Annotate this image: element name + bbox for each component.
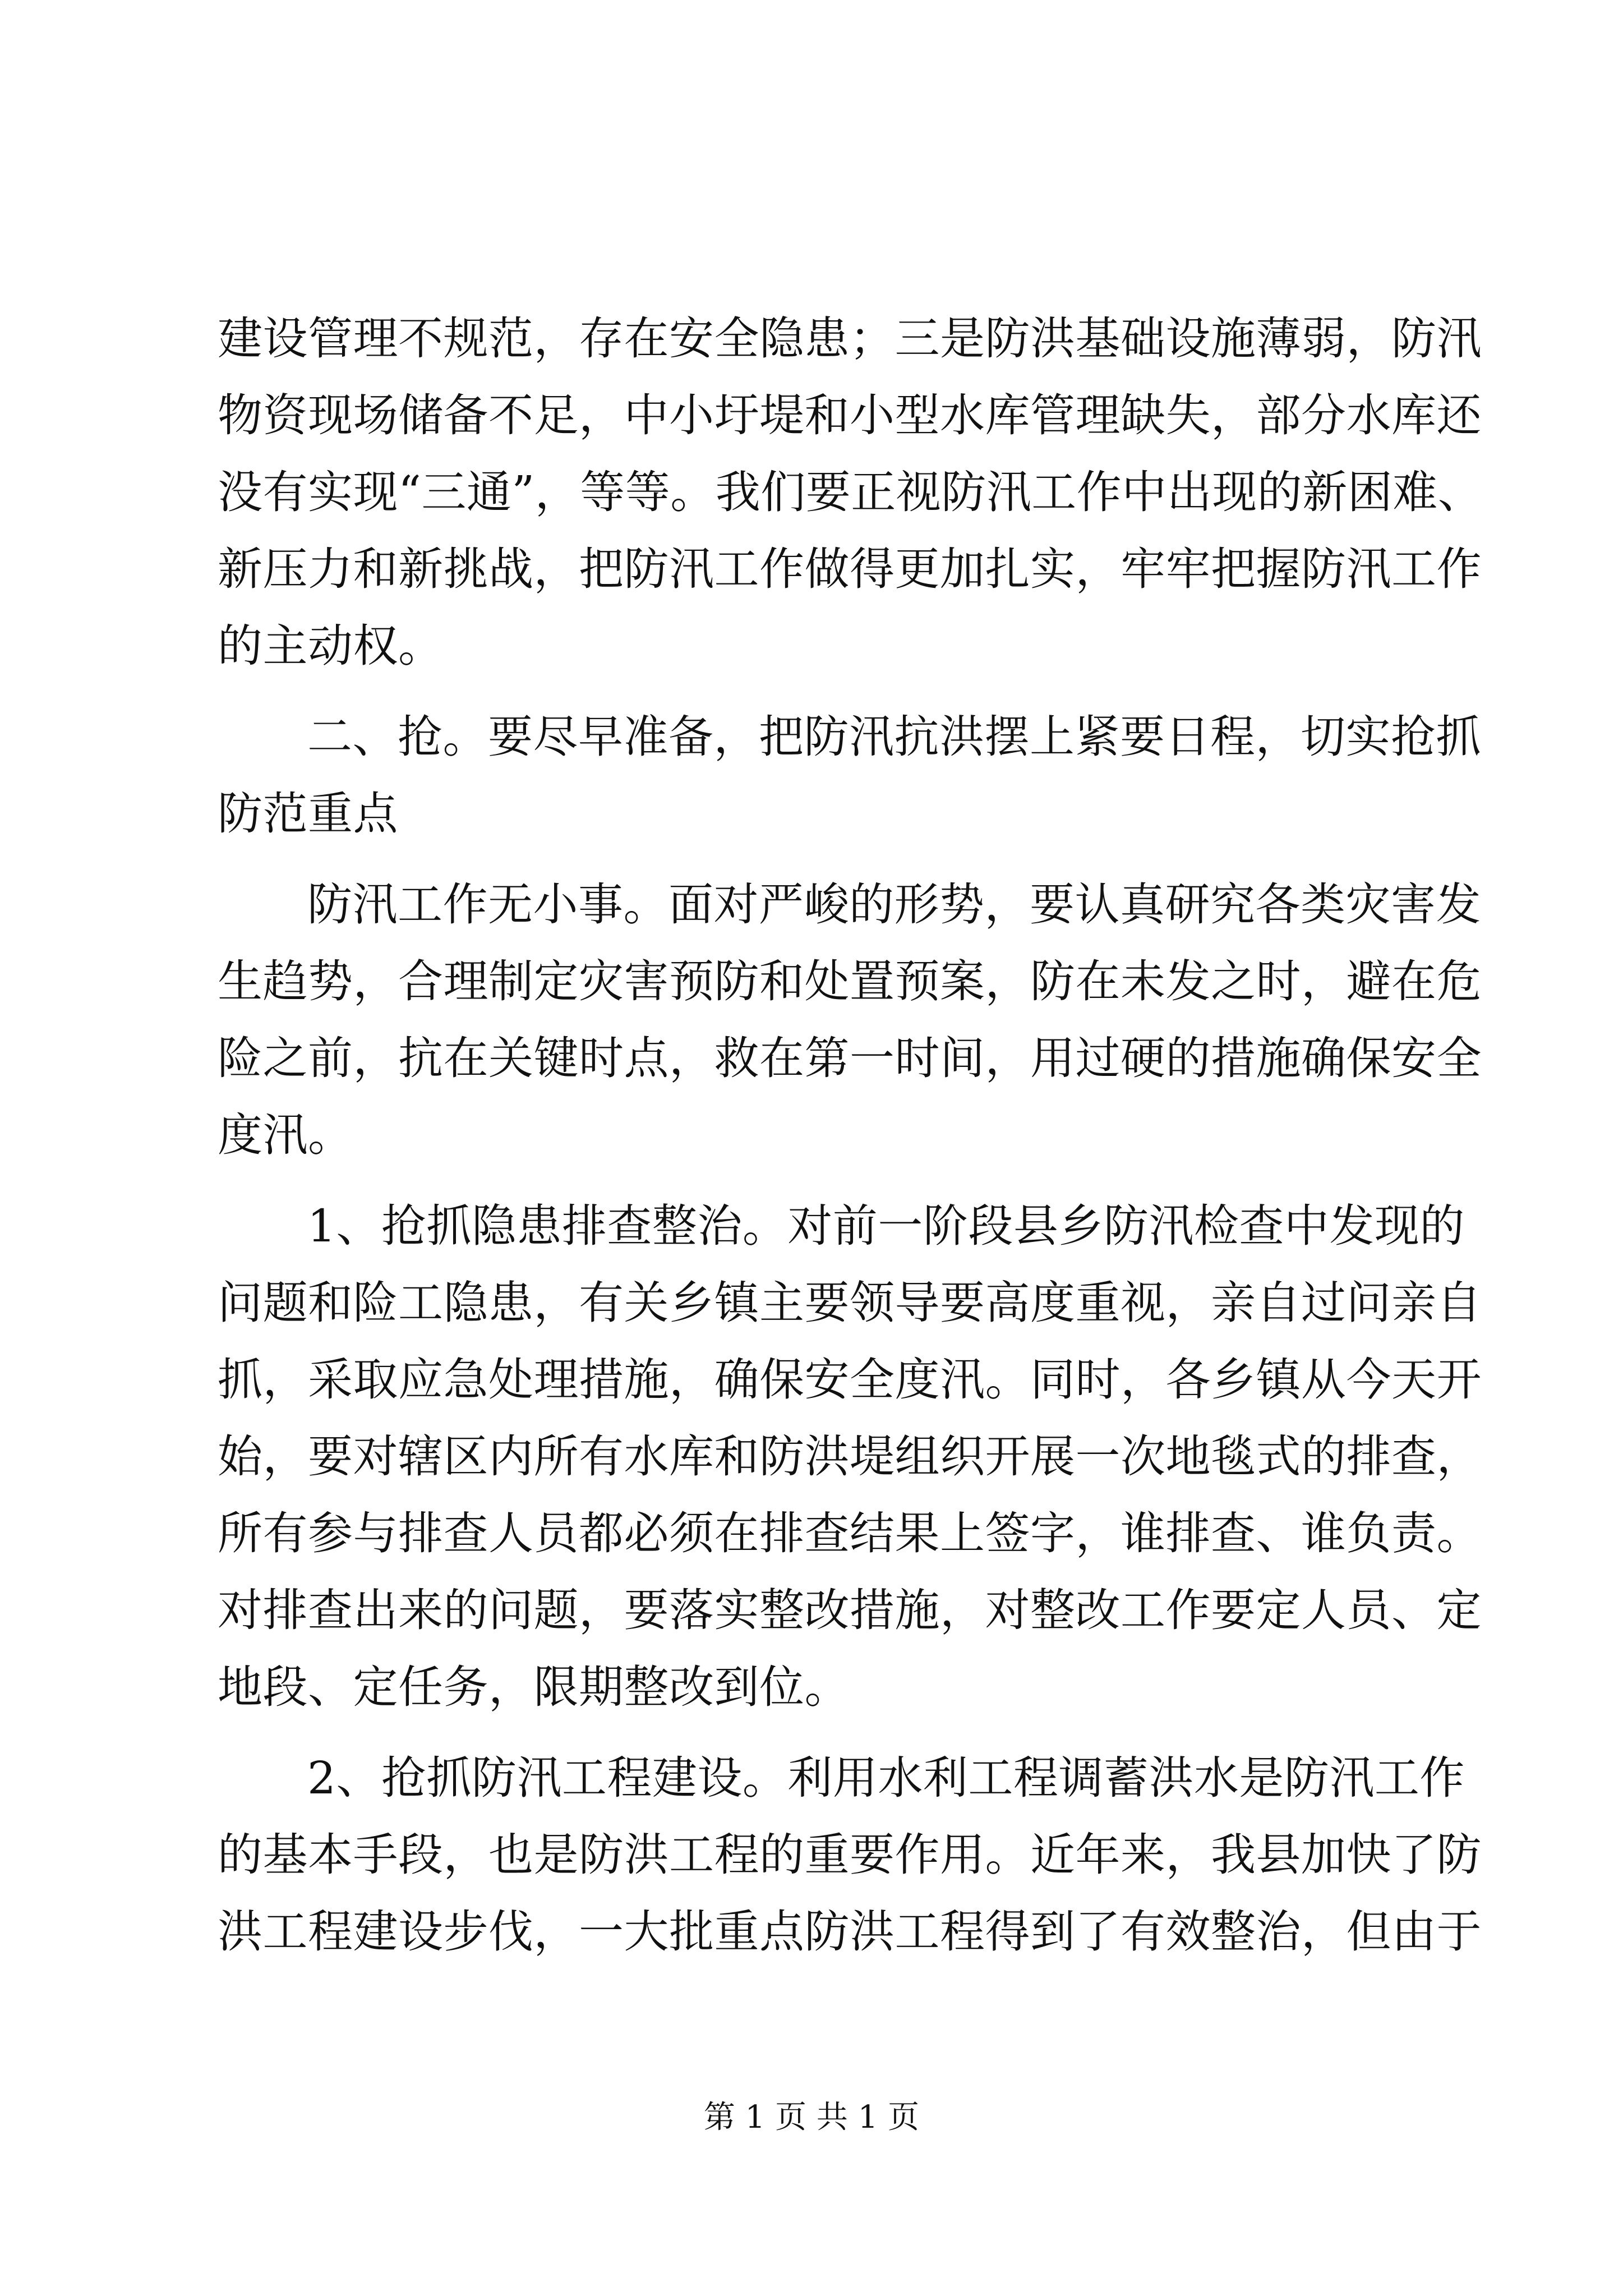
text-line: 洪工程建设步伐，一大批重点防洪工程得到了有效整治，但由于 [218, 1906, 1482, 1958]
text-line: 对排查出来的问题，要落实整改措施，对整改工作要定人员、定 [218, 1584, 1482, 1636]
section-heading-line: 二、抢。要尽早准备，把防汛抗洪摆上紧要日程，切实抢抓 [307, 711, 1481, 763]
text-line: 生趋势，合理制定灾害预防和处置预案，防在未发之时，避在危 [218, 955, 1482, 1007]
text-line: 问题和险工隐患，有关乡镇主要领导要高度重视，亲自过问亲自 [218, 1277, 1482, 1329]
text-line: 地段、定任务，限期整改到位。 [218, 1661, 850, 1713]
section-heading-line: 防范重点 [218, 788, 398, 840]
text-line: 1、抢抓隐患排查整治。对前一阶段县乡防汛检查中发现的 [307, 1200, 1465, 1252]
text-line: 所有参与排查人员都必须在排查结果上签字，谁排查、谁负责。 [218, 1507, 1482, 1559]
text-line: 始，要对辖区内所有水库和防洪堤组织开展一次地毯式的排查， [218, 1430, 1482, 1483]
text-line: 2、抢抓防汛工程建设。利用水利工程调蓄洪水是防汛工作 [307, 1752, 1465, 1804]
text-line: 建设管理不规范，存在安全隐患；三是防洪基础设施薄弱，防汛 [218, 312, 1482, 365]
document-body [218, 300, 1483, 1970]
text-line: 新压力和新挑战，把防汛工作做得更加扎实，牢牢把握防汛工作 [218, 543, 1482, 595]
text-line: 度汛。 [218, 1109, 353, 1161]
text-line: 没有实现“三通”，等等。我们要正视防汛工作中出现的新困难、 [218, 466, 1483, 518]
text-line: 物资现场储备不足，中小圩堤和小型水库管理缺失，部分水库还 [218, 389, 1482, 441]
page-number-footer: 第 1 页 共 1 页 [703, 2099, 920, 2136]
text-line: 抓，采取应急处理措施，确保安全度汛。同时，各乡镇从今天开 [218, 1354, 1482, 1406]
text-line: 防汛工作无小事。面对严峻的形势，要认真研究各类灾害发 [307, 878, 1481, 931]
text-line: 险之前，抗在关键时点，救在第一时间，用过硬的措施确保安全 [218, 1032, 1482, 1084]
text-line: 的基本手段，也是防洪工程的重要作用。近年来，我县加快了防 [218, 1829, 1482, 1881]
text-line: 的主动权。 [218, 620, 444, 672]
